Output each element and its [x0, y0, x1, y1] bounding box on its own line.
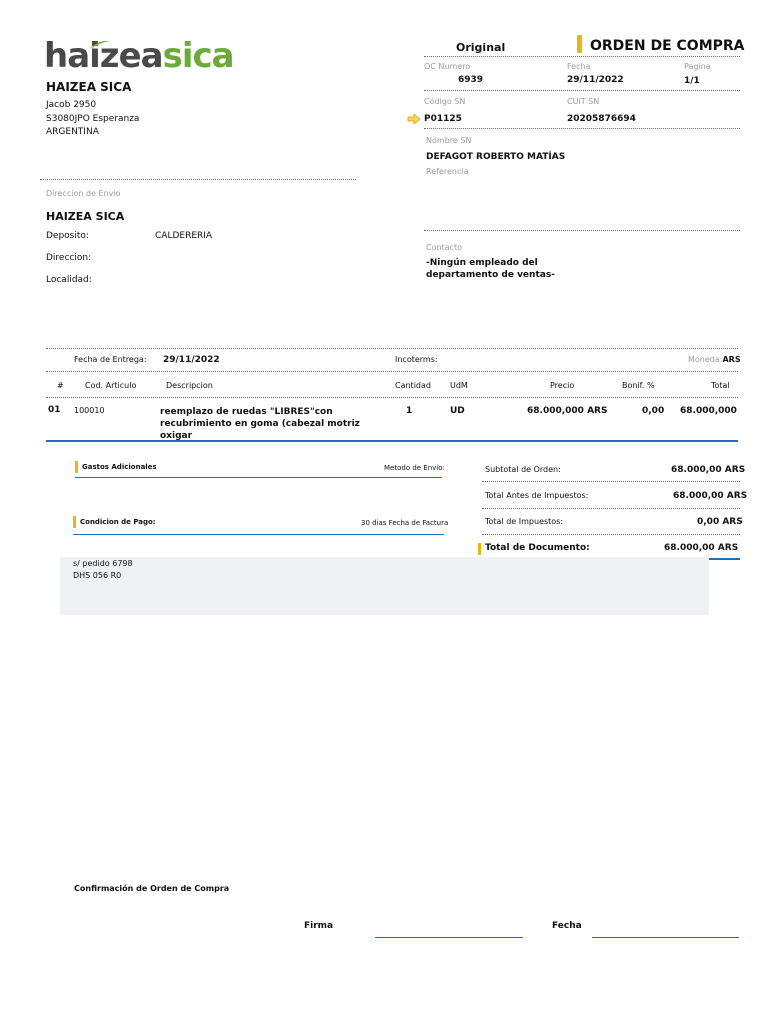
firma-label: Firma [304, 921, 334, 931]
cuit-sn-value: 20205876694 [567, 114, 636, 124]
moneda-label: Moneda: [688, 355, 723, 364]
divider [482, 534, 740, 535]
deposito-value: CALDERERIA [155, 231, 213, 241]
logo-text-part2: sica [162, 36, 234, 76]
gastos-label: Gastos Adicionales [82, 463, 157, 471]
condicion-pago-value: 30 dias Fecha de Factura [361, 519, 449, 527]
arrow-right-icon [407, 114, 421, 124]
localidad-label: Localidad: [46, 275, 92, 285]
contacto-value-line2: departamento de ventas- [426, 270, 555, 280]
page-label: Pagina [684, 62, 711, 71]
copy-type-label: Original [456, 41, 506, 54]
table-end-line [46, 440, 738, 442]
accent-bar [478, 543, 481, 555]
impuestos-value: 0,00 ARS [697, 517, 743, 527]
row-precio: 68.000,000 ARS [527, 406, 608, 416]
row-num: 01 [48, 405, 61, 415]
codigo-sn-label: Código SN [424, 97, 466, 106]
col-header-total: Total [711, 381, 730, 390]
col-header-num: # [57, 381, 64, 390]
subtotal-label: Subtotal de Orden: [485, 465, 561, 474]
fecha-entrega-label: Fecha de Entrega: [74, 355, 147, 364]
row-desc-line3: oxigar [160, 431, 193, 441]
oc-number-value: 6939 [458, 75, 484, 85]
company-name: HAIZEA SICA [46, 80, 132, 94]
direccion-label: Direccion: [46, 253, 92, 263]
accent-bar [73, 516, 76, 528]
divider [424, 230, 740, 231]
shipping-section-label: Direccion de Envio [46, 189, 121, 198]
divider [709, 558, 740, 560]
total-documento-value: 68.000,00 ARS [664, 543, 739, 553]
logo-text-part1: haizea [44, 36, 163, 76]
codigo-sn-value: P01125 [424, 114, 462, 124]
fecha-line [592, 937, 739, 938]
fecha-firma-label: Fecha [552, 921, 582, 931]
deposito-label: Deposito: [46, 231, 89, 241]
divider [482, 508, 740, 509]
row-bonif: 0,00 [642, 406, 665, 416]
divider [482, 481, 740, 482]
firma-line [375, 937, 523, 938]
divider [46, 348, 738, 349]
nombre-sn-label: Nombre SN [426, 136, 472, 145]
document-title: ORDEN DE COMPRA [590, 38, 745, 54]
title-accent-bar [577, 35, 582, 53]
notes-box [60, 557, 709, 615]
incoterms-label: Incoterms: [395, 355, 438, 364]
fecha-entrega-value: 29/11/2022 [163, 355, 220, 365]
nombre-sn-value: DEFAGOT ROBERTO MATÍAS [426, 152, 566, 162]
row-desc [160, 406, 360, 442]
col-header-udm: UdM [450, 381, 468, 390]
referencia-label: Referencia [426, 167, 469, 176]
col-header-desc: Descripcion [166, 381, 213, 390]
company-address-line1: Jacob 2950 [46, 100, 97, 110]
row-cantidad: 1 [406, 406, 413, 416]
condicion-pago-label: Condicion de Pago: [80, 518, 156, 526]
oc-number-label: OC Numero [424, 62, 471, 71]
moneda [688, 355, 741, 364]
divider [73, 534, 444, 535]
row-udm: UD [450, 406, 465, 416]
date-value: 29/11/2022 [567, 75, 624, 85]
divider [424, 90, 740, 91]
divider [424, 56, 740, 57]
antes-impuestos-label: Total Antes de Impuestos: [485, 491, 589, 500]
cuit-sn-label: CUIT SN [567, 97, 600, 106]
antes-impuestos-value: 68.000,00 ARS [673, 491, 748, 501]
row-desc-line2: recubrimiento en goma (cabezal motriz [160, 419, 360, 429]
divider [75, 477, 442, 478]
divider [46, 397, 738, 398]
row-desc-line1: reemplazo de ruedas "LIBRES"con [160, 407, 333, 417]
company-country: ARGENTINA [46, 127, 99, 137]
impuestos-label: Total de Impuestos: [485, 517, 564, 526]
subtotal-value: 68.000,00 ARS [671, 465, 746, 475]
shipping-name: HAIZEA SICA [46, 210, 125, 223]
col-header-cod: Cod. Articulo [85, 381, 137, 390]
contacto-value-line1: -Ningún empleado del [426, 258, 538, 268]
col-header-precio: Precio [550, 381, 575, 390]
metodo-envio-label: Metodo de Envio: [384, 464, 445, 472]
logo-leaf-icon [88, 40, 110, 50]
company-address-line2: S3080JPO Esperanza [46, 114, 140, 124]
row-total: 68.000,000 [680, 406, 737, 416]
notes-line2: DHS 056 R0 [73, 571, 122, 580]
date-label: Fecha [567, 62, 591, 71]
row-cod: 100010 [74, 406, 105, 415]
moneda-value: ARS [722, 355, 741, 364]
company-logo [44, 36, 234, 76]
col-header-bonif: Bonif. % [622, 381, 655, 390]
divider [424, 128, 740, 129]
accent-bar [75, 461, 78, 473]
divider [46, 371, 738, 372]
notes-line1: s/ pedido 6798 [73, 559, 133, 568]
total-documento-label: Total de Documento: [485, 543, 590, 553]
page-value: 1/1 [684, 76, 700, 86]
confirmacion-label: Confirmación de Orden de Compra [74, 884, 230, 893]
contacto-label: Contacto [426, 243, 463, 252]
divider [40, 179, 356, 180]
col-header-cantidad: Cantidad [395, 381, 431, 390]
